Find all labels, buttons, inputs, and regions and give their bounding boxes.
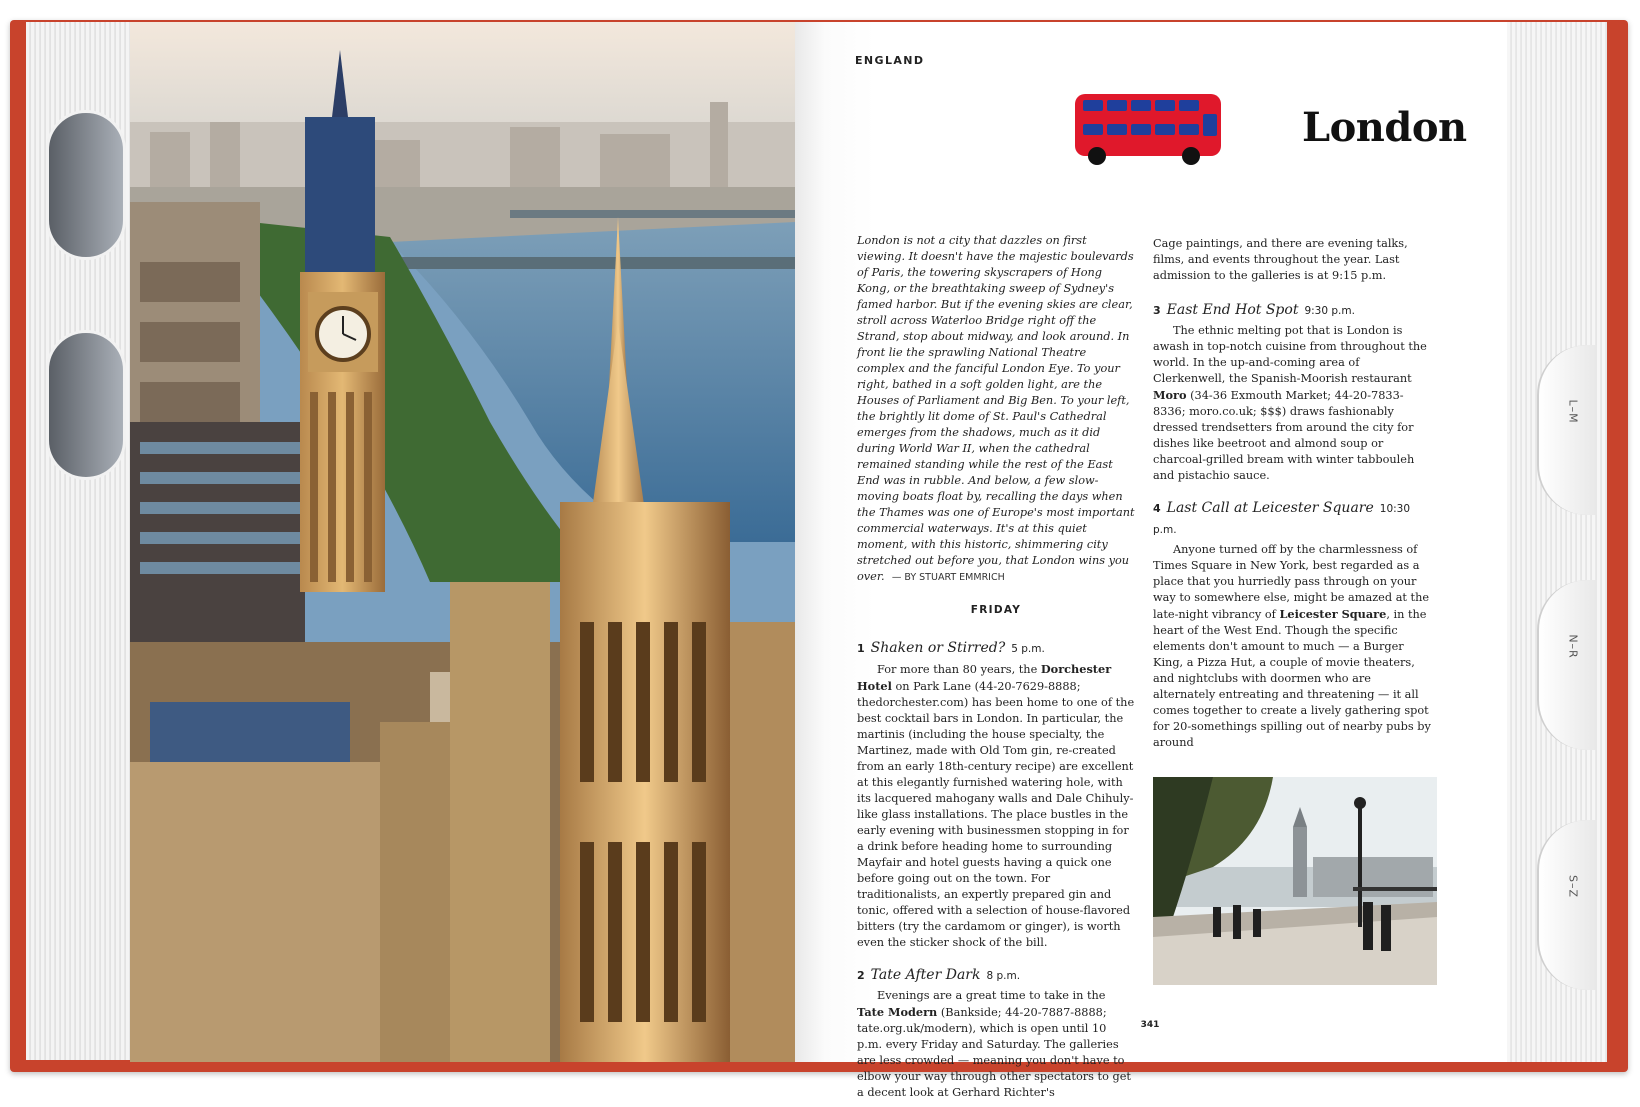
entry-number: 3 (1153, 304, 1161, 317)
venue-name: Dorchester Hotel (857, 662, 1112, 693)
intro-text: London is not a city that dazzles on first viewing. It doesn't have the majestic boulevards of Paris, the towering skyscrapers of Hong Kong, or the breathtaking sweep of Sydney's famed harbor. But if the evening skies are clear, stroll across Waterloo Bridge right off the Strand, stop about midway, and look around. In front lie the sprawling National Theatre complex and the fanciful London Eye. To your right, bathed in a soft golden light, are the Houses of Parliament and Big Ben. To your left, the brightly lit dome of St. Paul's Cathedral emerges from the shadows, much as it did during World War II, when the cathedral remained standing while the rest of the East End was in rubble. And below, a few slow-moving boats float by, recalling the days when the Thames was one of Europe's most important commercial waterways. It's at this quiet moment, with this historic, shimmering city stretched out before you, that London wins you over. (857, 234, 1135, 583)
entry-title: Shaken or Stirred? (870, 640, 1006, 656)
thames-path-illustration (1153, 777, 1437, 985)
entry-text: The ethnic melting pot that is London is awash in top-notch cuisine from throughout the world. In the up-and-coming area of Clerkenwell, the Spanish-Moorish restaurant (1153, 324, 1427, 385)
entry-1 (857, 638, 1135, 951)
entry-text: (34-36 Exmouth Market; 44-20-7833-8336; moro.co.uk; $$$) draws fashionably dressed trendsetters from around the city for dishes like beetroot and almond soup or charcoal-grilled bream with winter tabbouleh and pistachio sauce. (1153, 389, 1415, 482)
entry-2-continuation: Cage paintings, and there are evening talks, films, and events throughout the year. Last admission to the galleries is at 9:15 p.m. (1153, 237, 1408, 282)
entry-body (857, 988, 1135, 1101)
text-column-right (1153, 236, 1435, 857)
left-thumb-cut (46, 330, 126, 480)
entry-number: 2 (857, 969, 865, 982)
entry-time: 5 p.m. (1011, 643, 1045, 655)
entry-text: Evenings are a great time to take in the (877, 989, 1106, 1002)
venue-name: Leicester Square (1279, 607, 1387, 621)
entry-heading (1153, 498, 1435, 540)
thumb-tab-label: L–M (1566, 399, 1580, 424)
venue-name: Moro (1153, 388, 1187, 402)
day-heading: FRIDAY (970, 604, 1022, 616)
entry-body (1153, 323, 1435, 484)
thumb-tab-s-z[interactable] (1537, 820, 1597, 990)
thumb-tab-label: S–Z (1566, 874, 1580, 899)
entry-time: 8 p.m. (986, 970, 1021, 982)
text-column-left (857, 233, 1135, 1107)
entry-2 (857, 965, 1135, 1101)
entry-number: 4 (1153, 502, 1161, 515)
entry-text: on Park Lane (44-20-7629-8888; thedorchester.com) has been home to one of the best cocktail bars in London. In particular, the martinis (including the house specialty, the Martinez, made with Old Tom gin, re-created from an early 18th-century recipe) are excellent at this elegantly furnished watering hole, with its lacquered mahogany walls and Dale Chihuly-like glass installations. The place bustles in the early evening with businessmen stopping in for a drink before heading home to surrounding Mayfair and hotel guests having a quick one before going out on the town. For traditionalists, an expertly prepared gin and tonic, offered with a selection of house-flavored bitters (try the cardamom or ginger), is worth even the sticker shock of the bill. (857, 680, 1135, 949)
entry-time: 9:30 p.m. (1304, 305, 1355, 317)
entry-body (857, 661, 1135, 951)
entry-3 (1153, 300, 1435, 484)
entry-text: For more than 80 years, the (877, 663, 1041, 676)
entry-title: Last Call at Leicester Square (1166, 500, 1374, 516)
big-ben-photo-illustration (130, 22, 795, 1062)
entry-heading (857, 638, 1135, 659)
entry-text: , in the heart of the West End. Though the specific elements don't amount to much — a Burger King, a Pizza Hut, a couple of movie theaters, and nightclubs with doormen who are alternately entreating and threatening — it all comes together to create a lively gathering spot for 20-somethings spilling out of nearby pubs by around (1153, 608, 1431, 749)
page-number: 341 (1140, 1020, 1160, 1030)
clock-tower (300, 50, 385, 592)
entry-text: Anyone turned off by the charmlessness of Times Square in New York, best regarded as a place that you hurriedly pass through on your way to somewhere else, might be amazed at the late-night vibrancy of (1153, 543, 1430, 621)
entry-text: (Bankside; 44-20-7887-8888; tate.org.uk/modern), which is open until 10 p.m. every Friday and Saturday. The galleries are less crowded — meaning you don't have to elbow your way through other spectators to get a decent look at Gerhard Richter's (857, 1006, 1131, 1099)
thumb-tab-l-m[interactable] (1537, 345, 1597, 515)
thames-path-photo (1153, 777, 1437, 985)
section-label: ENGLAND (855, 54, 925, 67)
entry-title: Tate After Dark (870, 967, 981, 983)
intro-paragraph (857, 233, 1135, 586)
entry-title: East End Hot Spot (1166, 302, 1299, 318)
entry-number: 1 (857, 642, 865, 655)
entry-time: 10:30 p.m. (1153, 503, 1411, 536)
thumb-tab-n-r[interactable] (1537, 580, 1597, 750)
double-decker-bus-icon (1073, 92, 1223, 167)
entry-4 (1153, 498, 1435, 751)
venue-name: Tate Modern (857, 1005, 938, 1019)
byline: — BY STUART EMMRICH (891, 572, 1005, 583)
entry-heading (857, 965, 1135, 986)
left-thumb-cut (46, 110, 126, 260)
big-ben-photo (130, 22, 795, 1062)
thumb-tab-label: N–R (1566, 634, 1580, 659)
entry-body (1153, 542, 1435, 751)
entry-heading (1153, 300, 1435, 321)
city-title: London (1302, 104, 1467, 151)
